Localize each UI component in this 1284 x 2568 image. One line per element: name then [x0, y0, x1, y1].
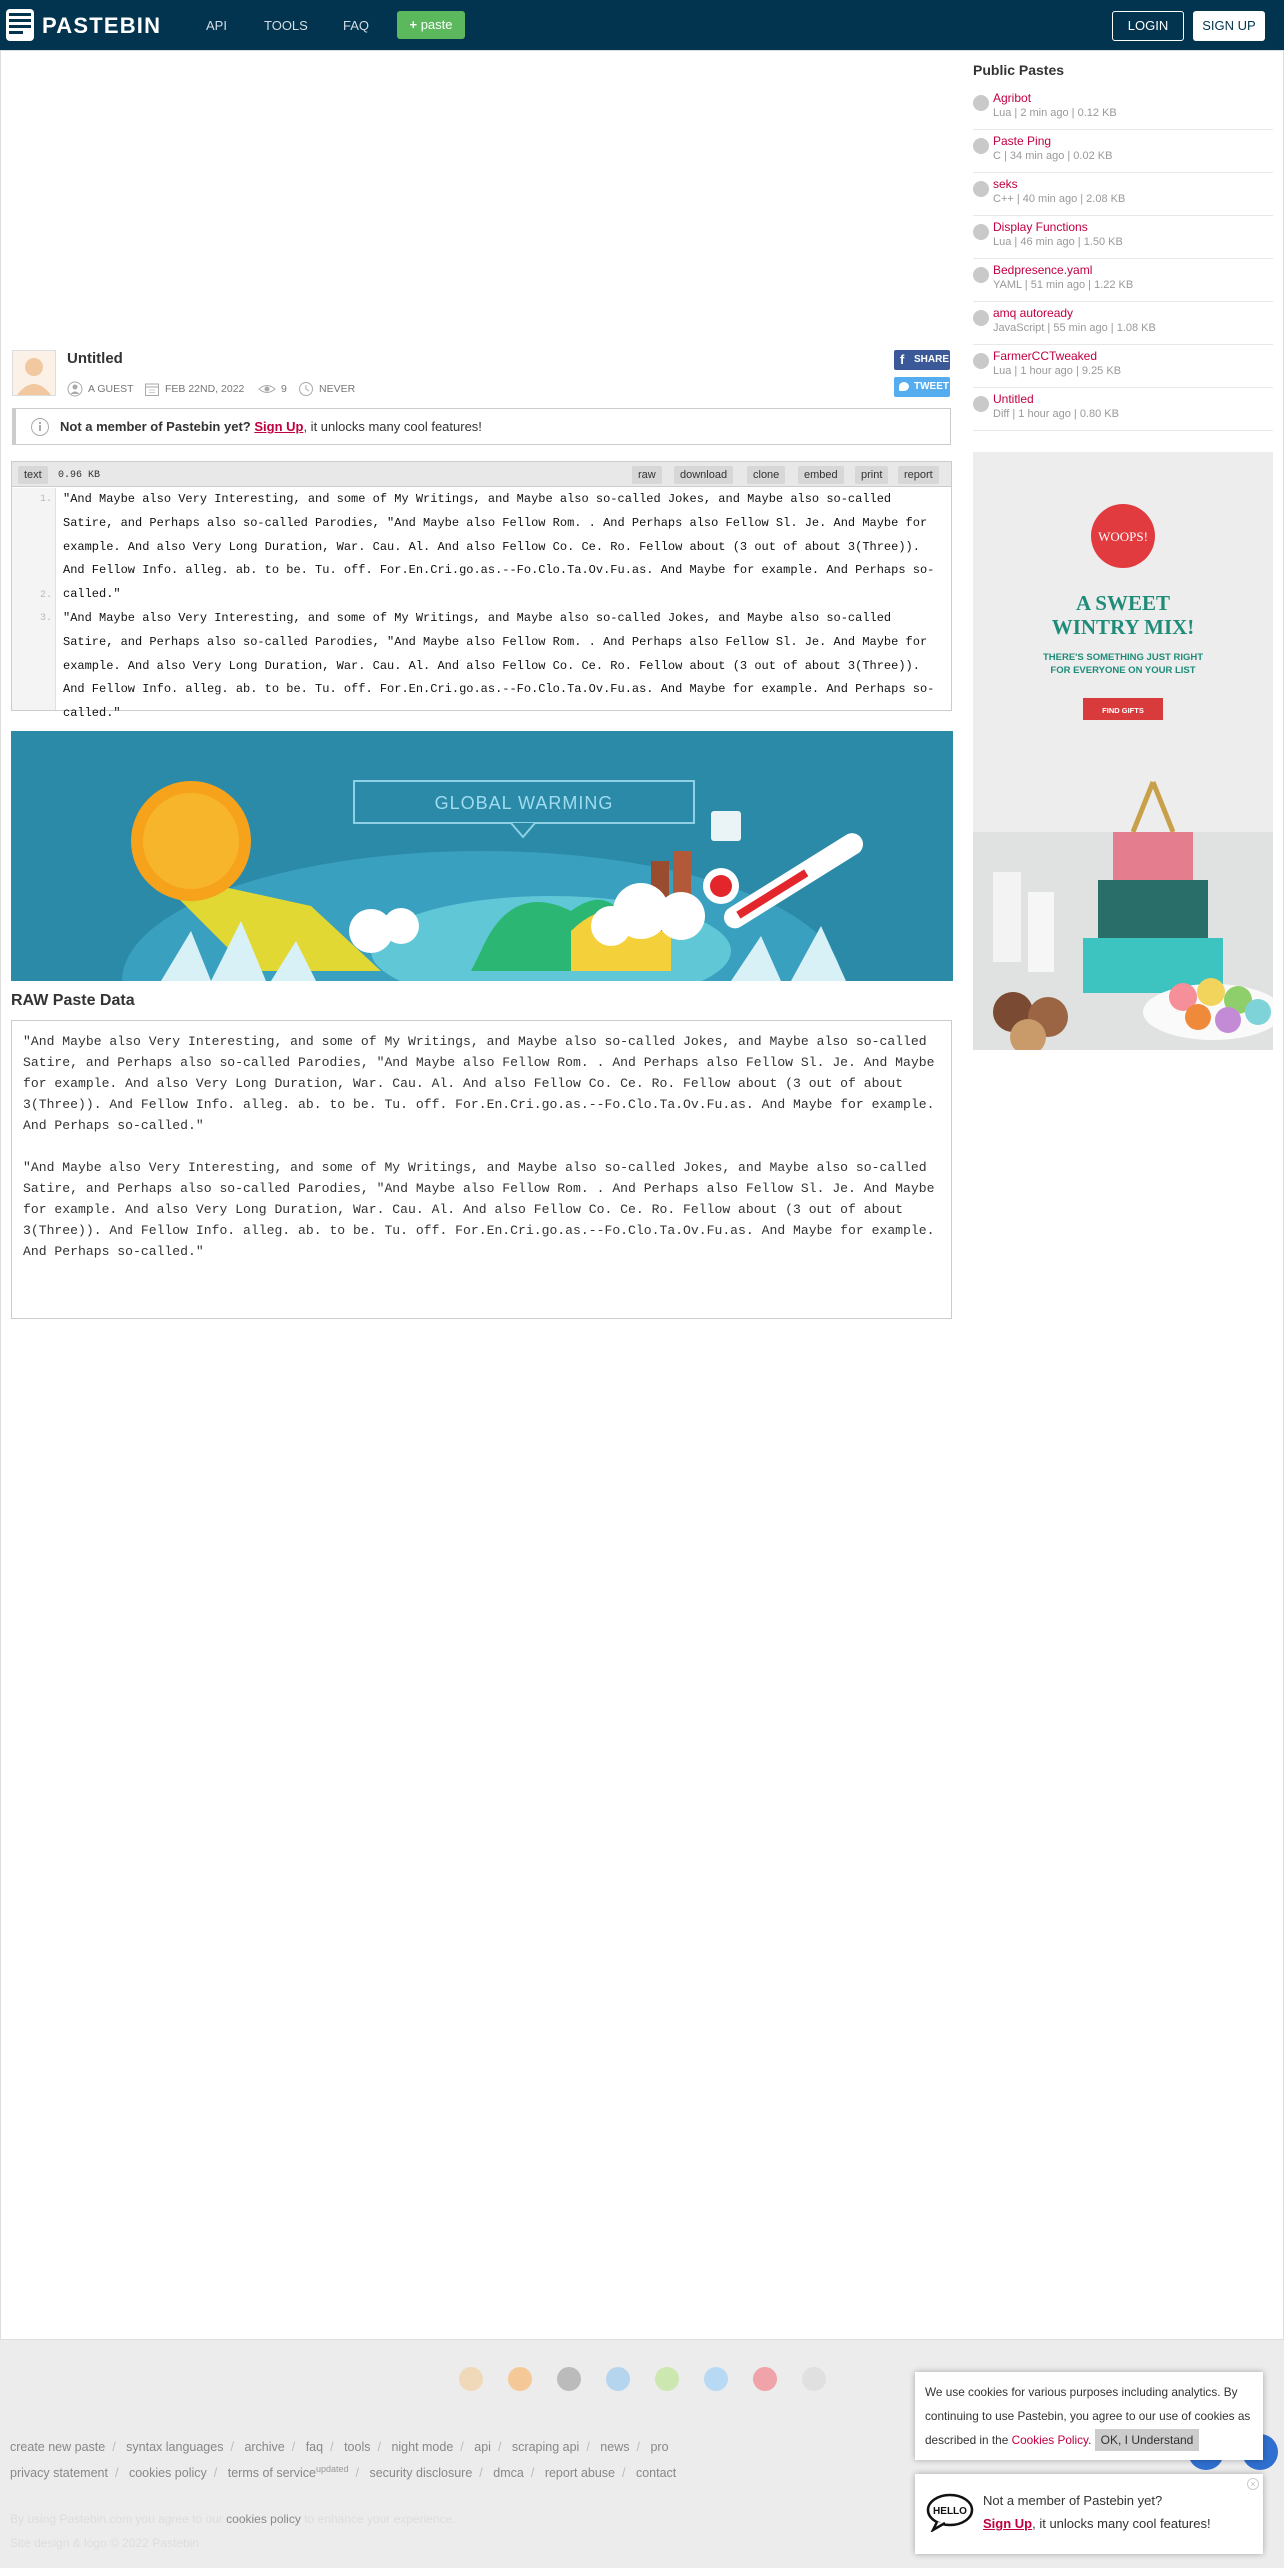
- line-number: 1.: [39, 494, 52, 505]
- cookie-accept-button[interactable]: OK, I Understand: [1095, 2429, 1200, 2451]
- user-avatar-icon: [13, 351, 55, 395]
- global-warming-illustration: [11, 731, 953, 981]
- date-meta: [144, 381, 244, 397]
- footer-link[interactable]: privacy statement: [10, 2466, 108, 2481]
- globe-icon: [973, 138, 989, 154]
- signup-button[interactable]: SIGN UP: [1193, 11, 1265, 41]
- ios-icon[interactable]: [557, 2367, 581, 2391]
- updated-badge: updated: [315, 2464, 349, 2474]
- agree-text: By using Pastebin.com you agree to our: [10, 2512, 223, 2526]
- footer-copyright: Site design & logo © 2022 Pastebin: [10, 2536, 199, 2550]
- hello-line1: Not a member of Pastebin yet?: [983, 2493, 1163, 2508]
- ad-headline-2: WINTRY MIX!: [1051, 615, 1195, 639]
- footer-link[interactable]: faq: [305, 2440, 324, 2454]
- cookie-consent-popup: We use cookies for various purposes including analytics. By continuing to use Pastebin, you agree to our use of cookies as described in the Cookies Policy. OK, I Understand: [915, 2372, 1263, 2460]
- globe-icon: [973, 224, 989, 240]
- global-warming-banner[interactable]: [11, 731, 953, 981]
- footer-link[interactable]: archive: [244, 2440, 285, 2454]
- footer-link[interactable]: terms of service: [227, 2466, 316, 2481]
- opera-icon[interactable]: [753, 2367, 777, 2391]
- clock-icon: [298, 381, 314, 397]
- footer-link[interactable]: tools: [344, 2440, 371, 2454]
- eye-icon: [258, 381, 276, 397]
- user-icon: [67, 381, 83, 397]
- brand-link[interactable]: PASTEBIN: [42, 13, 162, 38]
- print-button[interactable]: print: [855, 466, 888, 484]
- code-toolbar: [12, 462, 951, 487]
- agree-text-end: to enhance your experience.: [304, 2512, 456, 2526]
- footer-link[interactable]: syntax languages: [126, 2440, 224, 2454]
- guest-avatar: [12, 350, 56, 396]
- footer-link[interactable]: security disclosure: [369, 2466, 473, 2481]
- footer-link[interactable]: api: [474, 2440, 491, 2454]
- public-paste-item[interactable]: [973, 305, 1273, 345]
- embed-button[interactable]: embed: [798, 466, 844, 484]
- raw-paste-heading: RAW Paste Data: [11, 992, 135, 1009]
- notice-signup-link[interactable]: Sign Up: [254, 419, 304, 434]
- ad-headline-1: A SWEET: [1076, 591, 1170, 615]
- public-paste-link[interactable]: amq autoready: [993, 306, 1074, 320]
- paste-date: FEB 22ND, 2022: [165, 383, 245, 395]
- calendar-icon: [144, 381, 160, 397]
- notice-rest: , it unlocks many cool features!: [303, 419, 482, 434]
- download-button[interactable]: download: [674, 466, 733, 484]
- chrome-icon[interactable]: [459, 2367, 483, 2391]
- woops-ad-graphic: [973, 452, 1273, 1050]
- line-number: 3.: [39, 613, 52, 624]
- public-paste-item[interactable]: [973, 348, 1273, 388]
- login-button[interactable]: LOGIN: [1112, 11, 1184, 41]
- site-header: [0, 0, 1284, 50]
- banner-title: GLOBAL WARMING: [434, 793, 614, 813]
- public-paste-info: C | 34 min ago | 0.02 KB: [993, 150, 1113, 162]
- svg-text:HELLO: HELLO: [933, 2506, 967, 2517]
- public-paste-info: Lua | 1 hour ago | 9.25 KB: [993, 365, 1122, 377]
- public-paste-link[interactable]: seks: [993, 177, 1018, 191]
- footer-link[interactable]: report abuse: [544, 2466, 615, 2481]
- facebook-share-button[interactable]: [894, 350, 950, 370]
- twitter-icon: [899, 382, 909, 391]
- twitter-tweet-button[interactable]: [894, 377, 950, 397]
- android-icon[interactable]: [655, 2367, 679, 2391]
- views-meta: [258, 381, 287, 397]
- close-icon[interactable]: ×: [1247, 2478, 1259, 2490]
- globe-icon: [973, 353, 989, 369]
- public-paste-item[interactable]: [973, 391, 1273, 431]
- public-paste-item[interactable]: [973, 262, 1273, 302]
- nav-api[interactable]: API: [206, 18, 227, 33]
- public-paste-link[interactable]: Bedpresence.yaml: [993, 263, 1093, 277]
- syntax-badge[interactable]: text: [18, 466, 48, 484]
- app-icons-row: [459, 2367, 826, 2391]
- plus-icon: +: [409, 17, 418, 32]
- cookie-text: We use cookies for various purposes including analytics. By continuing to use Pastebin, you agree to our use of cookies as described in the: [925, 2385, 1251, 2447]
- public-pastes-title: Public Pastes: [973, 62, 1065, 78]
- firefox-icon[interactable]: [508, 2367, 532, 2391]
- ad-cta[interactable]: FIND GIFTS: [1102, 706, 1144, 715]
- report-button[interactable]: report: [898, 466, 939, 484]
- public-paste-item[interactable]: [973, 219, 1273, 259]
- line-text: "And Maybe also Very Interesting, and some of My Writings, and Maybe also so-called Jokes, and Maybe also so-called Satire, and Perhaps also so-called Parodies, "And Maybe also Fellow Rom. . And Perhaps also Fellow Sl. Je. And Maybe for example. And also Very Long Duration, War. Cau. Al. And also Fellow Co. Ce. Ro. Fellow about (3 out of about 3(Three)). And Fellow Info. alleg. ab. to be. Tu. off. For.En.Cri.go.as.--Fo.Clo.Ta.Ov.Fu.as. And Maybe for example. And Perhaps so-called.": [63, 611, 935, 721]
- globe-icon: [973, 396, 989, 412]
- public-paste-info: C++ | 40 min ago | 2.08 KB: [993, 193, 1126, 205]
- raw-paragraph: "And Maybe also Very Interesting, and some of My Writings, and Maybe also so-called Jokes, and Maybe also so-called Satire, and Perhaps also so-called Parodies, "And Maybe also Fellow Rom. . And Perhaps also Fellow Sl. Je. And Maybe for example. And also Very Long Duration, War. Cau. Al. And also Fellow Co. Ce. Ro. Fellow about (3 out of about 3(Three)). And Fellow Info. alleg. ab. to be. Tu. off. For.En.Cri.go.as.--Fo.Clo.Ta.Ov.Fu.as. And Maybe for example. And Perhaps so-called.": [23, 1160, 935, 1259]
- macos-icon[interactable]: [704, 2367, 728, 2391]
- public-paste-info: YAML | 51 min ago | 1.22 KB: [993, 279, 1134, 291]
- public-paste-link[interactable]: Display Functions: [993, 220, 1088, 234]
- public-paste-link[interactable]: Untitled: [993, 392, 1034, 406]
- footer-agreement: [10, 2512, 456, 2526]
- footer-link[interactable]: pro: [650, 2440, 669, 2454]
- signup-promo-popup: [915, 2474, 1263, 2554]
- footer-link[interactable]: scraping api: [511, 2440, 580, 2454]
- ad-brand: WOOPS!: [1098, 529, 1148, 544]
- paste-views: 9: [281, 383, 287, 395]
- cookies-policy-link[interactable]: cookies policy: [226, 2512, 301, 2526]
- public-paste-link[interactable]: Paste Ping: [993, 134, 1052, 148]
- globe-icon: [973, 310, 989, 326]
- globe-icon: [973, 95, 989, 111]
- public-paste-info: Lua | 46 min ago | 1.50 KB: [993, 236, 1123, 248]
- public-paste-info: Lua | 2 min ago | 0.12 KB: [993, 107, 1117, 119]
- expire-meta: [298, 381, 355, 397]
- public-paste-info: Diff | 1 hour ago | 0.80 KB: [993, 408, 1119, 420]
- paste-title: Untitled: [67, 350, 123, 367]
- line-text: "And Maybe also Very Interesting, and some of My Writings, and Maybe also so-called Jokes, and Maybe also so-called Satire, and Perhaps also so-called Parodies, "And Maybe also Fellow Rom. . And Perhaps also Fellow Sl. Je. And Maybe for example. And also Very Long Duration, War. Cau. Al. And also Fellow Co. Ce. Ro. Fellow about (3 out of about 3(Three)). And Fellow Info. alleg. ab. to be. Tu. off. For.En.Cri.go.as.--Fo.Clo.Ta.Ov.Fu.as. And Maybe for example. And Perhaps so-called.": [63, 492, 935, 602]
- code-viewer: [11, 461, 952, 721]
- new-paste-label: paste: [420, 17, 453, 32]
- linux-icon[interactable]: [802, 2367, 826, 2391]
- tweet-label: TWEET: [914, 381, 949, 392]
- pastebin-logo-icon[interactable]: [4, 5, 36, 43]
- footer-link[interactable]: contact: [635, 2466, 677, 2481]
- raw-paragraph: "And Maybe also Very Interesting, and some of My Writings, and Maybe also so-called Jokes, and Maybe also so-called Satire, and Perhaps also so-called Parodies, "And Maybe also Fellow Rom. . And Perhaps also Fellow Sl. Je. And Maybe for example. And also Very Long Duration, War. Cau. Al. And also Fellow Co. Ce. Ro. Fellow about (3 out of about 3(Three)). And Fellow Info. alleg. ab. to be. Tu. off. For.En.Cri.go.as.--Fo.Clo.Ta.Ov.Fu.as. And Maybe for example. And Perhaps so-called.": [23, 1034, 935, 1133]
- paste-size: 0.96 KB: [58, 470, 101, 481]
- public-paste-link[interactable]: FarmerCCTweaked: [993, 349, 1098, 363]
- footer-link[interactable]: cookies policy: [128, 2466, 207, 2481]
- public-paste-item[interactable]: [973, 133, 1273, 173]
- public-paste-link[interactable]: Agribot: [993, 91, 1032, 105]
- cookie-policy-link[interactable]: Cookies Policy: [1011, 2433, 1089, 2447]
- nav-faq[interactable]: FAQ: [343, 18, 370, 33]
- info-icon: [30, 417, 50, 437]
- nav-tools[interactable]: TOOLS: [264, 18, 308, 33]
- share-label: SHARE: [914, 354, 950, 365]
- new-paste-button[interactable]: [397, 11, 465, 39]
- paste-author[interactable]: A GUEST: [88, 383, 134, 395]
- woops-advertisement[interactable]: [973, 452, 1273, 1050]
- raw-paste-textarea[interactable]: [11, 1020, 952, 1319]
- ad-subline-1: THERE'S SOMETHING JUST RIGHT: [1042, 652, 1204, 663]
- signup-notice: [12, 408, 951, 445]
- hello-bubble-icon: [925, 2492, 975, 2532]
- line-number: 2.: [39, 590, 52, 601]
- footer-link[interactable]: news: [600, 2440, 630, 2454]
- footer-links-secondary: privacy statement / cookies policy / terms of service$^{updated}$ / security disclosure / dmca / report abuse / contact: [10, 2464, 677, 2481]
- ad-subline-2: FOR EVERYONE ON YOUR LIST: [1050, 665, 1196, 676]
- clone-button[interactable]: clone: [747, 466, 785, 484]
- windows-icon[interactable]: [606, 2367, 630, 2391]
- footer-link[interactable]: dmca: [493, 2466, 524, 2481]
- public-paste-item[interactable]: [973, 176, 1273, 216]
- globe-icon: [973, 267, 989, 283]
- public-paste-item[interactable]: [973, 90, 1273, 130]
- raw-button[interactable]: raw: [632, 466, 662, 484]
- public-paste-info: JavaScript | 55 min ago | 1.08 KB: [993, 322, 1156, 334]
- globe-icon: [973, 181, 989, 197]
- notice-text: Not a member of Pastebin yet?: [60, 419, 251, 434]
- facebook-icon: f: [900, 352, 905, 367]
- paste-expire: NEVER: [319, 383, 356, 395]
- footer-links-primary: create new paste / syntax languages / archive / faq / tools / night mode / api / scraping api / news / pro: [10, 2440, 669, 2454]
- footer-link[interactable]: create new paste: [10, 2440, 106, 2454]
- footer-link[interactable]: night mode: [391, 2440, 454, 2454]
- hello-rest: , it unlocks many cool features!: [1032, 2516, 1211, 2531]
- hello-signup-link[interactable]: Sign Up: [983, 2516, 1033, 2531]
- author-meta: [67, 381, 134, 397]
